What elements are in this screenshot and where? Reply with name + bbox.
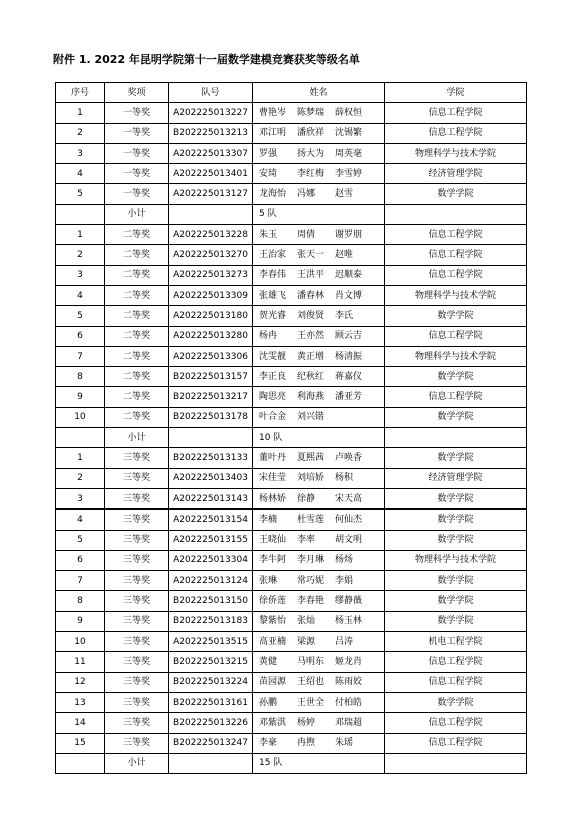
member-name: 纪秋红	[297, 371, 325, 382]
award-cell: 二等奖	[105, 367, 169, 387]
names-cell	[253, 245, 385, 265]
college-cell: 物理科学与技术学院	[385, 550, 527, 570]
member-name: 杜雪莲	[297, 514, 325, 525]
member-name: 李牛阿	[259, 555, 287, 566]
header-award: 奖项	[105, 83, 169, 103]
member-name: 曹艳岑	[259, 107, 287, 118]
seq-cell: 1	[56, 448, 105, 468]
team-id-cell: A202225013401	[169, 164, 253, 184]
member-name: 朱瑶	[335, 738, 354, 749]
names-cell	[253, 123, 385, 143]
names-cell	[253, 285, 385, 305]
seq-cell: 8	[56, 591, 105, 611]
member-name: 夏熙茜	[297, 452, 325, 463]
member-name: 杨婷	[297, 717, 316, 728]
subtotal-empty-cell	[56, 204, 105, 224]
award-cell: 三等奖	[105, 591, 169, 611]
member-name: 王绍也	[297, 677, 325, 688]
award-cell: 三等奖	[105, 652, 169, 672]
seq-cell: 8	[56, 367, 105, 387]
names-cell	[253, 164, 385, 184]
award-cell: 三等奖	[105, 571, 169, 591]
award-cell: 三等奖	[105, 468, 169, 488]
names-cell	[253, 407, 385, 427]
member-name: 李雪婷	[335, 168, 363, 179]
member-name: 张灿	[297, 616, 316, 627]
subtotal-count: 5 队	[253, 204, 385, 224]
member-name: 黄健	[259, 656, 278, 667]
member-name: 吕涛	[335, 636, 354, 647]
table-row	[56, 550, 527, 570]
member-name: 常巧妮	[297, 575, 325, 586]
header-seq: 序号	[56, 83, 105, 103]
member-name: 黎紫怡	[259, 616, 287, 627]
table-row	[56, 184, 527, 204]
seq-cell: 2	[56, 123, 105, 143]
award-cell: 一等奖	[105, 143, 169, 163]
seq-cell: 7	[56, 571, 105, 591]
member-name: 李率	[297, 535, 316, 546]
member-name: 赵唯	[335, 250, 354, 261]
member-name: 扬大为	[297, 148, 325, 159]
award-cell: 二等奖	[105, 326, 169, 346]
seq-cell: 10	[56, 632, 105, 652]
award-cell: 三等奖	[105, 488, 169, 509]
names-cell	[253, 306, 385, 326]
member-name: 王世全	[297, 697, 325, 708]
table-row	[56, 123, 527, 143]
subtotal-label: 小计	[105, 428, 169, 448]
member-name: 张琳	[259, 575, 278, 586]
table-row	[56, 306, 527, 326]
table-row	[56, 530, 527, 550]
member-name: 刘兴锴	[297, 412, 325, 423]
member-name: 卢唤香	[335, 452, 363, 463]
seq-cell: 2	[56, 245, 105, 265]
college-cell: 数学学院	[385, 611, 527, 631]
subtotal-empty-cell	[169, 753, 253, 773]
team-id-cell: A202225013228	[169, 225, 253, 245]
table-row	[56, 346, 527, 366]
table-row	[56, 407, 527, 427]
names-cell	[253, 367, 385, 387]
award-cell: 一等奖	[105, 103, 169, 123]
names-cell	[253, 448, 385, 468]
team-id-cell: B202225013161	[169, 692, 253, 712]
table-row	[56, 692, 527, 712]
member-name: 邓瑞超	[335, 717, 363, 728]
table-row	[56, 387, 527, 407]
member-name: 王洪平	[297, 270, 325, 281]
member-name: 李红梅	[297, 168, 325, 179]
team-id-cell: A202225013180	[169, 306, 253, 326]
member-name: 沈雯靓	[259, 351, 287, 362]
award-cell: 三等奖	[105, 611, 169, 631]
college-cell: 物理科学与技术学院	[385, 346, 527, 366]
seq-cell: 1	[56, 103, 105, 123]
college-cell: 机电工程学院	[385, 632, 527, 652]
college-cell: 数学学院	[385, 509, 527, 530]
team-id-cell: A202225013515	[169, 632, 253, 652]
table-row	[56, 326, 527, 346]
team-id-cell: B202225013217	[169, 387, 253, 407]
award-cell: 二等奖	[105, 407, 169, 427]
names-cell	[253, 692, 385, 712]
subtotal-row	[56, 753, 527, 773]
member-name: 李正良	[259, 371, 287, 382]
member-name: 谢罗朋	[335, 229, 363, 240]
member-name: 周倩	[297, 229, 316, 240]
award-cell: 二等奖	[105, 285, 169, 305]
member-name: 王治家	[259, 250, 287, 261]
seq-cell: 6	[56, 326, 105, 346]
college-cell: 数学学院	[385, 448, 527, 468]
member-name: 徐静	[297, 493, 316, 504]
seq-cell: 13	[56, 692, 105, 712]
table-row	[56, 164, 527, 184]
seq-cell: 3	[56, 265, 105, 285]
team-id-cell: A202225013309	[169, 285, 253, 305]
names-cell	[253, 652, 385, 672]
names-cell	[253, 184, 385, 204]
team-id-cell: A202225013304	[169, 550, 253, 570]
names-cell	[253, 591, 385, 611]
college-cell: 数学学院	[385, 306, 527, 326]
team-id-cell: A202225013124	[169, 571, 253, 591]
college-cell: 数学学院	[385, 488, 527, 509]
member-name: 何仙杰	[335, 514, 363, 525]
member-name: 张天一	[297, 250, 325, 261]
college-cell: 信息工程学院	[385, 103, 527, 123]
member-name: 缪静薇	[335, 596, 363, 607]
table-row	[56, 509, 527, 530]
seq-cell: 12	[56, 672, 105, 692]
document-title: 附件 1. 2022 年昆明学院第十一届数学建模竞赛获奖等级名单	[53, 53, 360, 66]
subtotal-label: 小计	[105, 753, 169, 773]
award-cell: 二等奖	[105, 265, 169, 285]
award-cell: 二等奖	[105, 225, 169, 245]
member-name: 贺光睿	[259, 310, 287, 321]
member-name: 迟顺泰	[335, 270, 363, 281]
member-name: 杨林娇	[259, 493, 287, 504]
team-id-cell: B202225013150	[169, 591, 253, 611]
team-id-cell: A202225013127	[169, 184, 253, 204]
seq-cell: 6	[56, 550, 105, 570]
table-row	[56, 265, 527, 285]
member-name: 杨玉林	[335, 616, 363, 627]
member-name: 潘亚芳	[335, 392, 363, 403]
names-cell	[253, 265, 385, 285]
team-id-cell: B202225013224	[169, 672, 253, 692]
names-cell	[253, 509, 385, 530]
subtotal-empty-cell	[56, 428, 105, 448]
seq-cell: 4	[56, 509, 105, 530]
member-name: 张雄飞	[259, 290, 287, 301]
member-name: 潘春林	[297, 290, 325, 301]
table-row	[56, 733, 527, 753]
seq-cell: 4	[56, 164, 105, 184]
table-row	[56, 285, 527, 305]
subtotal-empty-cell	[385, 204, 527, 224]
member-name: 胡文明	[335, 535, 363, 546]
member-name: 潘欣祥	[297, 128, 325, 139]
college-cell: 物理科学与技术学院	[385, 143, 527, 163]
seq-cell: 3	[56, 488, 105, 509]
subtotal-empty-cell	[385, 753, 527, 773]
member-name: 徐侨莲	[259, 596, 287, 607]
names-cell	[253, 387, 385, 407]
team-id-cell: A202225013143	[169, 488, 253, 509]
member-name: 董叶丹	[259, 452, 287, 463]
names-cell	[253, 611, 385, 631]
member-name: 李月琳	[297, 555, 325, 566]
seq-cell: 3	[56, 143, 105, 163]
names-cell	[253, 571, 385, 591]
member-name: 沈锡繁	[335, 128, 363, 139]
award-cell: 二等奖	[105, 387, 169, 407]
award-cell: 三等奖	[105, 692, 169, 712]
seq-cell: 1	[56, 225, 105, 245]
names-cell	[253, 488, 385, 509]
college-cell: 信息工程学院	[385, 387, 527, 407]
table-row	[56, 103, 527, 123]
team-id-cell: A202225013306	[169, 346, 253, 366]
names-cell	[253, 672, 385, 692]
seq-cell: 14	[56, 713, 105, 733]
member-name: 邓紫淇	[259, 717, 287, 728]
seq-cell: 2	[56, 468, 105, 488]
names-cell	[253, 632, 385, 652]
seq-cell: 5	[56, 530, 105, 550]
member-name: 龙海怡	[259, 189, 287, 200]
names-cell	[253, 326, 385, 346]
college-cell: 信息工程学院	[385, 733, 527, 753]
member-name: 陈梦瑞	[297, 107, 325, 118]
seq-cell: 4	[56, 285, 105, 305]
seq-cell: 5	[56, 184, 105, 204]
award-cell: 一等奖	[105, 184, 169, 204]
table-row	[56, 143, 527, 163]
member-name: 薛权恒	[335, 107, 363, 118]
member-name: 李春伟	[259, 270, 287, 281]
member-name: 孙鹏	[259, 697, 278, 708]
member-name: 罗强	[259, 148, 278, 159]
member-name: 苗园源	[259, 677, 287, 688]
team-id-cell: A202225013307	[169, 143, 253, 163]
subtotal-count: 10 队	[253, 428, 385, 448]
member-name: 高亚楠	[259, 636, 287, 647]
award-cell: 三等奖	[105, 530, 169, 550]
award-cell: 三等奖	[105, 713, 169, 733]
team-id-cell: A202225013403	[169, 468, 253, 488]
subtotal-empty-cell	[169, 204, 253, 224]
names-cell	[253, 103, 385, 123]
team-id-cell: A202225013273	[169, 265, 253, 285]
seq-cell: 9	[56, 611, 105, 631]
member-name: 王亦然	[297, 331, 325, 342]
college-cell: 信息工程学院	[385, 713, 527, 733]
names-cell	[253, 143, 385, 163]
member-name: 刘培娇	[297, 473, 325, 484]
member-name: 黄正增	[297, 351, 325, 362]
college-cell: 经济管理学院	[385, 468, 527, 488]
award-cell: 三等奖	[105, 448, 169, 468]
college-cell: 数学学院	[385, 407, 527, 427]
college-cell: 信息工程学院	[385, 652, 527, 672]
seq-cell: 9	[56, 387, 105, 407]
table-row	[56, 571, 527, 591]
member-name: 杨积	[335, 473, 354, 484]
college-cell: 信息工程学院	[385, 265, 527, 285]
names-cell	[253, 346, 385, 366]
subtotal-empty-cell	[385, 428, 527, 448]
table-row	[56, 488, 527, 509]
award-cell: 一等奖	[105, 164, 169, 184]
award-cell: 二等奖	[105, 245, 169, 265]
team-id-cell: B202225013183	[169, 611, 253, 631]
names-cell	[253, 530, 385, 550]
member-name: 宋佳莹	[259, 473, 287, 484]
team-id-cell: A202225013155	[169, 530, 253, 550]
team-id-cell: B202225013133	[169, 448, 253, 468]
team-id-cell: B202225013226	[169, 713, 253, 733]
seq-cell: 10	[56, 407, 105, 427]
member-name: 利海燕	[297, 392, 325, 403]
seq-cell: 5	[56, 306, 105, 326]
names-cell	[253, 225, 385, 245]
table-row	[56, 468, 527, 488]
team-id-cell: B202225013247	[169, 733, 253, 753]
header-row	[56, 83, 527, 103]
table-row	[56, 245, 527, 265]
table-row	[56, 367, 527, 387]
college-cell: 信息工程学院	[385, 672, 527, 692]
member-name: 杨冉	[259, 331, 278, 342]
college-cell: 数学学院	[385, 530, 527, 550]
college-cell: 数学学院	[385, 591, 527, 611]
seq-cell: 15	[56, 733, 105, 753]
names-cell	[253, 733, 385, 753]
award-cell: 一等奖	[105, 123, 169, 143]
member-name: 周英毫	[335, 148, 363, 159]
subtotal-empty-cell	[56, 753, 105, 773]
member-name: 朱玉	[259, 229, 278, 240]
award-cell: 三等奖	[105, 550, 169, 570]
member-name: 李春艳	[297, 596, 325, 607]
member-name: 杨清振	[335, 351, 363, 362]
team-id-cell: A202225013154	[169, 509, 253, 530]
member-name: 姬龙肖	[335, 656, 363, 667]
team-id-cell: B202225013213	[169, 123, 253, 143]
table-row	[56, 713, 527, 733]
names-cell	[253, 468, 385, 488]
award-cell: 三等奖	[105, 509, 169, 530]
names-cell	[253, 550, 385, 570]
team-id-cell: A202225013280	[169, 326, 253, 346]
member-name: 李氏	[335, 310, 354, 321]
table-row	[56, 448, 527, 468]
college-cell: 信息工程学院	[385, 123, 527, 143]
award-cell: 三等奖	[105, 632, 169, 652]
member-name: 宋天高	[335, 493, 363, 504]
table-row	[56, 632, 527, 652]
college-cell: 信息工程学院	[385, 326, 527, 346]
subtotal-row	[56, 204, 527, 224]
member-name: 陶思亮	[259, 392, 287, 403]
team-id-cell: A202225013227	[169, 103, 253, 123]
seq-cell: 11	[56, 652, 105, 672]
member-name: 付柏皓	[335, 697, 363, 708]
member-name: 蒋嘉仪	[335, 371, 363, 382]
subtotal-row	[56, 428, 527, 448]
header-team: 队号	[169, 83, 253, 103]
header-college: 学院	[385, 83, 527, 103]
team-id-cell: A202225013270	[169, 245, 253, 265]
team-id-cell: B202225013215	[169, 652, 253, 672]
member-name: 叶合金	[259, 412, 287, 423]
names-cell	[253, 713, 385, 733]
award-cell: 二等奖	[105, 306, 169, 326]
member-name: 李娟	[335, 575, 354, 586]
subtotal-count: 15 队	[253, 753, 385, 773]
college-cell: 数学学院	[385, 692, 527, 712]
member-name: 杨炀	[335, 555, 354, 566]
seq-cell: 7	[56, 346, 105, 366]
member-name: 邓江明	[259, 128, 287, 139]
award-cell: 三等奖	[105, 672, 169, 692]
table-row	[56, 652, 527, 672]
college-cell: 数学学院	[385, 367, 527, 387]
member-name: 赵雪	[335, 189, 354, 200]
member-name: 冯娜	[297, 189, 316, 200]
member-name: 顾云吉	[335, 331, 363, 342]
college-cell: 信息工程学院	[385, 245, 527, 265]
college-cell: 物理科学与技术学院	[385, 285, 527, 305]
college-cell: 经济管理学院	[385, 164, 527, 184]
member-name: 冉煦	[297, 738, 316, 749]
award-table	[55, 82, 527, 774]
member-name: 梁源	[297, 636, 316, 647]
award-cell: 三等奖	[105, 733, 169, 753]
subtotal-empty-cell	[169, 428, 253, 448]
member-name: 安琦	[259, 168, 278, 179]
table-row	[56, 672, 527, 692]
college-cell: 信息工程学院	[385, 225, 527, 245]
award-cell: 二等奖	[105, 346, 169, 366]
college-cell: 数学学院	[385, 571, 527, 591]
subtotal-label: 小计	[105, 204, 169, 224]
member-name: 陈雨姣	[335, 677, 363, 688]
member-name: 李楠	[259, 514, 278, 525]
team-id-cell: B202225013178	[169, 407, 253, 427]
member-name: 李豪	[259, 738, 278, 749]
team-id-cell: B202225013157	[169, 367, 253, 387]
member-name: 马明东	[297, 656, 325, 667]
college-cell: 数学学院	[385, 184, 527, 204]
member-name: 王晓仙	[259, 535, 287, 546]
header-names: 姓名	[253, 83, 385, 103]
table-row	[56, 591, 527, 611]
table-row	[56, 225, 527, 245]
table-row	[56, 611, 527, 631]
member-name: 肖文博	[335, 290, 363, 301]
member-name: 刘俊贤	[297, 310, 325, 321]
